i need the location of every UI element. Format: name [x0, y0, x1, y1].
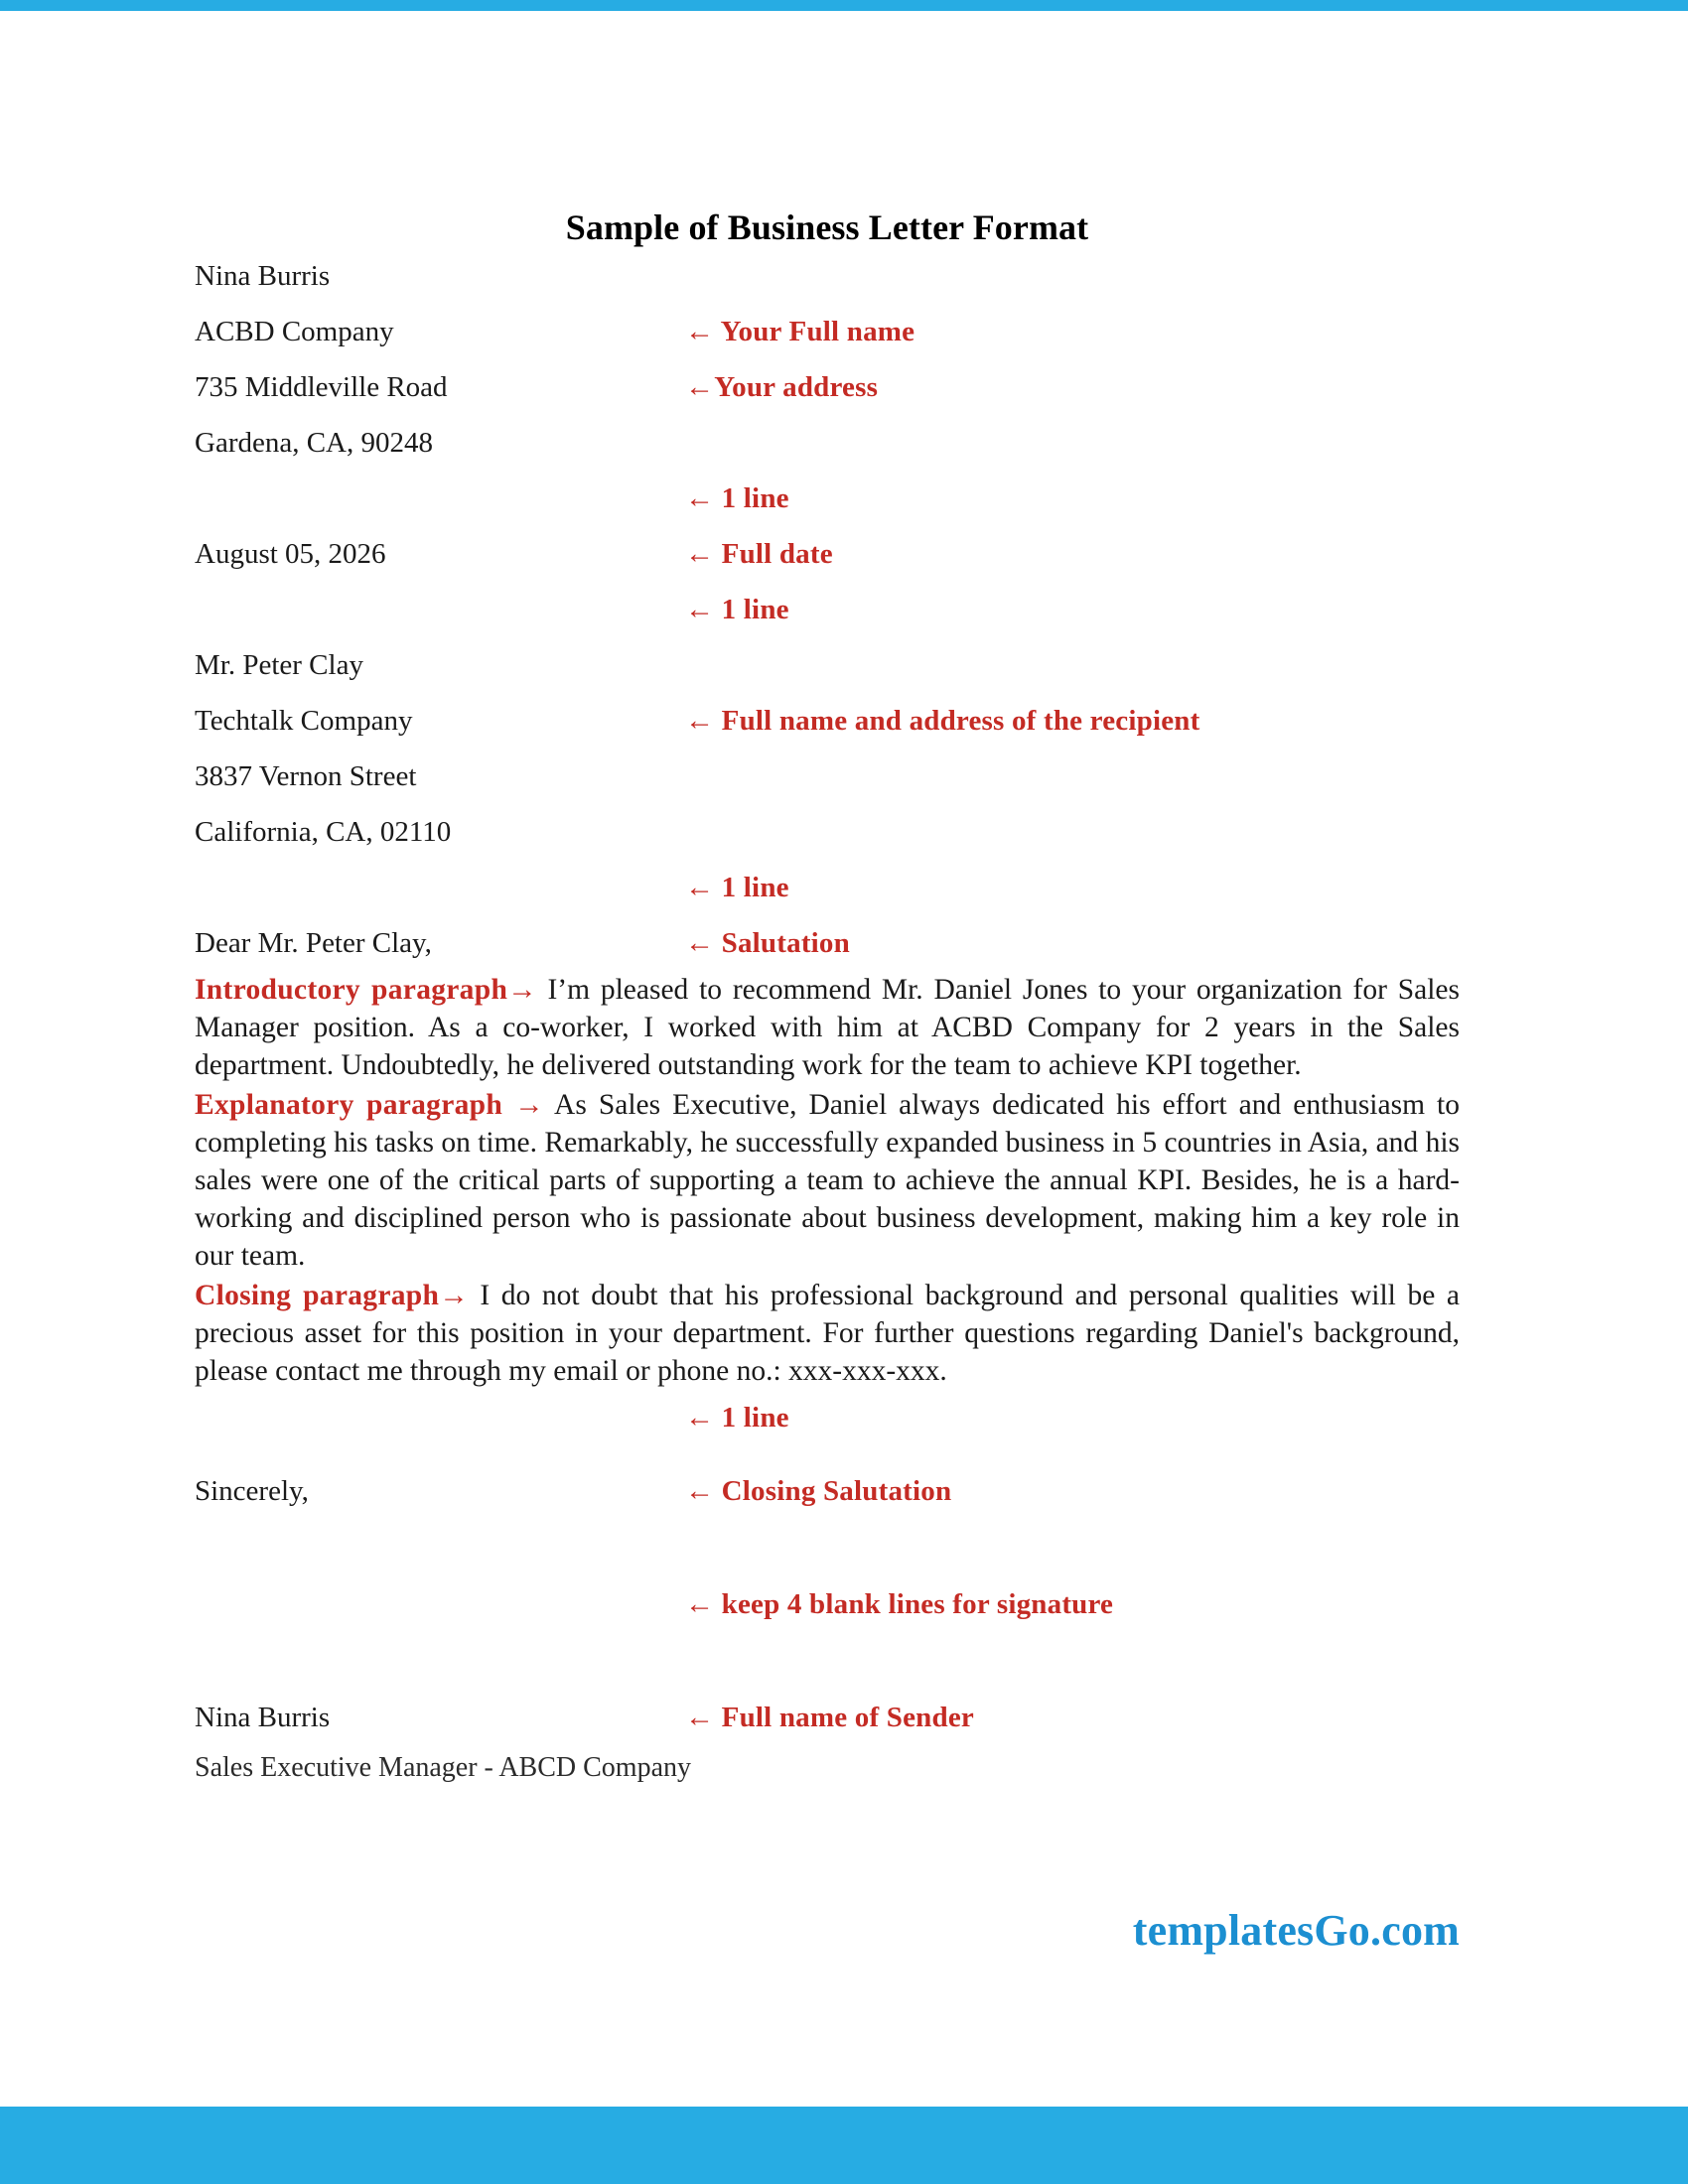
date-row [195, 526, 1460, 582]
sender-name-row [195, 248, 1460, 304]
closing-salutation: Sincerely, [195, 1475, 309, 1508]
blank-line-row-1 [195, 471, 1460, 526]
paragraph-text-introductory: I’m pleased to recommend Mr. Daniel Jones to your organization for Sales Manager position. As a co-worker, I worked with him at ACBD Company for 2 years in the Sales department. Undoubtedly, he delivered outstanding work for the team to achieve KPI together. [195, 974, 1461, 1082]
letter-content [195, 11, 1461, 1955]
arrow-icon-introductory: → [507, 974, 537, 1007]
signature-space-row [195, 1576, 1460, 1632]
top-accent-bar [0, 0, 1688, 11]
recipient-name-row [195, 637, 1460, 693]
annotation-one-line-1: ← 1 line [685, 482, 789, 515]
sender-name: Nina Burris [195, 260, 331, 293]
recipient-city-row [195, 804, 1460, 860]
recipient-city-state-zip: California, CA, 02110 [195, 816, 452, 849]
annotation-your-address: ←Your address [685, 371, 879, 404]
sender-company-row [195, 304, 1460, 359]
closing-salutation-row [195, 1463, 1460, 1519]
blank-line-row-4 [195, 1390, 1460, 1445]
blank-line-row-3 [195, 860, 1460, 915]
annotation-signature-space: ← keep 4 blank lines for signature [685, 1588, 1114, 1621]
recipient-company: Techtalk Company [195, 705, 413, 738]
paragraph-label-explanatory: Explanatory paragraph [195, 1089, 503, 1122]
page-title: Sample of Business Letter Format [565, 207, 1089, 247]
annotation-recipient-address: ← Full name and address of the recipient [685, 705, 1200, 738]
sender-signature-name-row [195, 1690, 1460, 1745]
paragraph-text-explanatory: As Sales Executive, Daniel always dedicated his effort and enthusiasm to completing his tasks on time. Remarkably, he successfully expanded business in 5 countries in Asia, and his sales were one of the critical parts of supporting a team to achieve the annual KPI. Besides, he is a hard-working and disciplined person who is passionate about business development, making him a key role in our team. [195, 1089, 1461, 1273]
sender-street: 735 Middleville Road [195, 371, 448, 404]
annotation-sender-name: ← Full name of Sender [685, 1702, 974, 1734]
salutation-text: Dear Mr. Peter Clay, [195, 927, 432, 960]
recipient-name: Mr. Peter Clay [195, 649, 363, 682]
blank-line-row-2 [195, 582, 1460, 637]
paragraph-introductory [195, 971, 1460, 1084]
spacer [195, 1445, 1460, 1463]
signature-space [195, 1519, 1460, 1576]
paragraph-explanatory [195, 1086, 1460, 1275]
recipient-street: 3837 Vernon Street [195, 760, 417, 793]
sender-company: ACBD Company [195, 316, 394, 348]
paragraph-closing [195, 1277, 1460, 1390]
salutation-row [195, 915, 1460, 971]
sender-city-state-zip: Gardena, CA, 90248 [195, 427, 434, 460]
annotation-your-full-name: ← Your Full name [685, 316, 915, 348]
brand-logo[interactable]: templatesGo.com [1132, 1906, 1460, 1955]
arrow-icon-closing: → [439, 1280, 469, 1312]
annotation-one-line-2: ← 1 line [685, 594, 789, 626]
spacer [195, 1632, 1460, 1690]
annotation-closing-salutation: ← Closing Salutation [685, 1475, 952, 1508]
letter-date: August 05, 2026 [195, 538, 386, 571]
annotation-full-date: ← Full date [685, 538, 833, 571]
sender-job-title: Sales Executive Manager - ABCD Company [195, 1752, 692, 1784]
recipient-company-row [195, 693, 1460, 749]
paragraph-label-closing: Closing paragraph [195, 1280, 440, 1312]
document-page [0, 11, 1688, 2107]
bottom-accent-bar [0, 2107, 1688, 2184]
paragraph-text-closing: I do not doubt that his professional background and personal qualities will be a precious asset for this position in your department. For further questions regarding Daniel's background, please contact me through my email or phone no.: xxx-xxx-xxx. [195, 1280, 1461, 1388]
recipient-street-row [195, 749, 1460, 804]
annotation-salutation: ← Salutation [685, 927, 850, 960]
annotation-one-line-3: ← 1 line [685, 872, 789, 904]
sender-city-row [195, 415, 1460, 471]
sender-street-row [195, 359, 1460, 415]
arrow-icon-explanatory: → [514, 1089, 544, 1122]
sender-signature-name: Nina Burris [195, 1702, 331, 1734]
annotation-one-line-4: ← 1 line [685, 1402, 789, 1434]
paragraph-label-introductory: Introductory paragraph [195, 974, 508, 1007]
